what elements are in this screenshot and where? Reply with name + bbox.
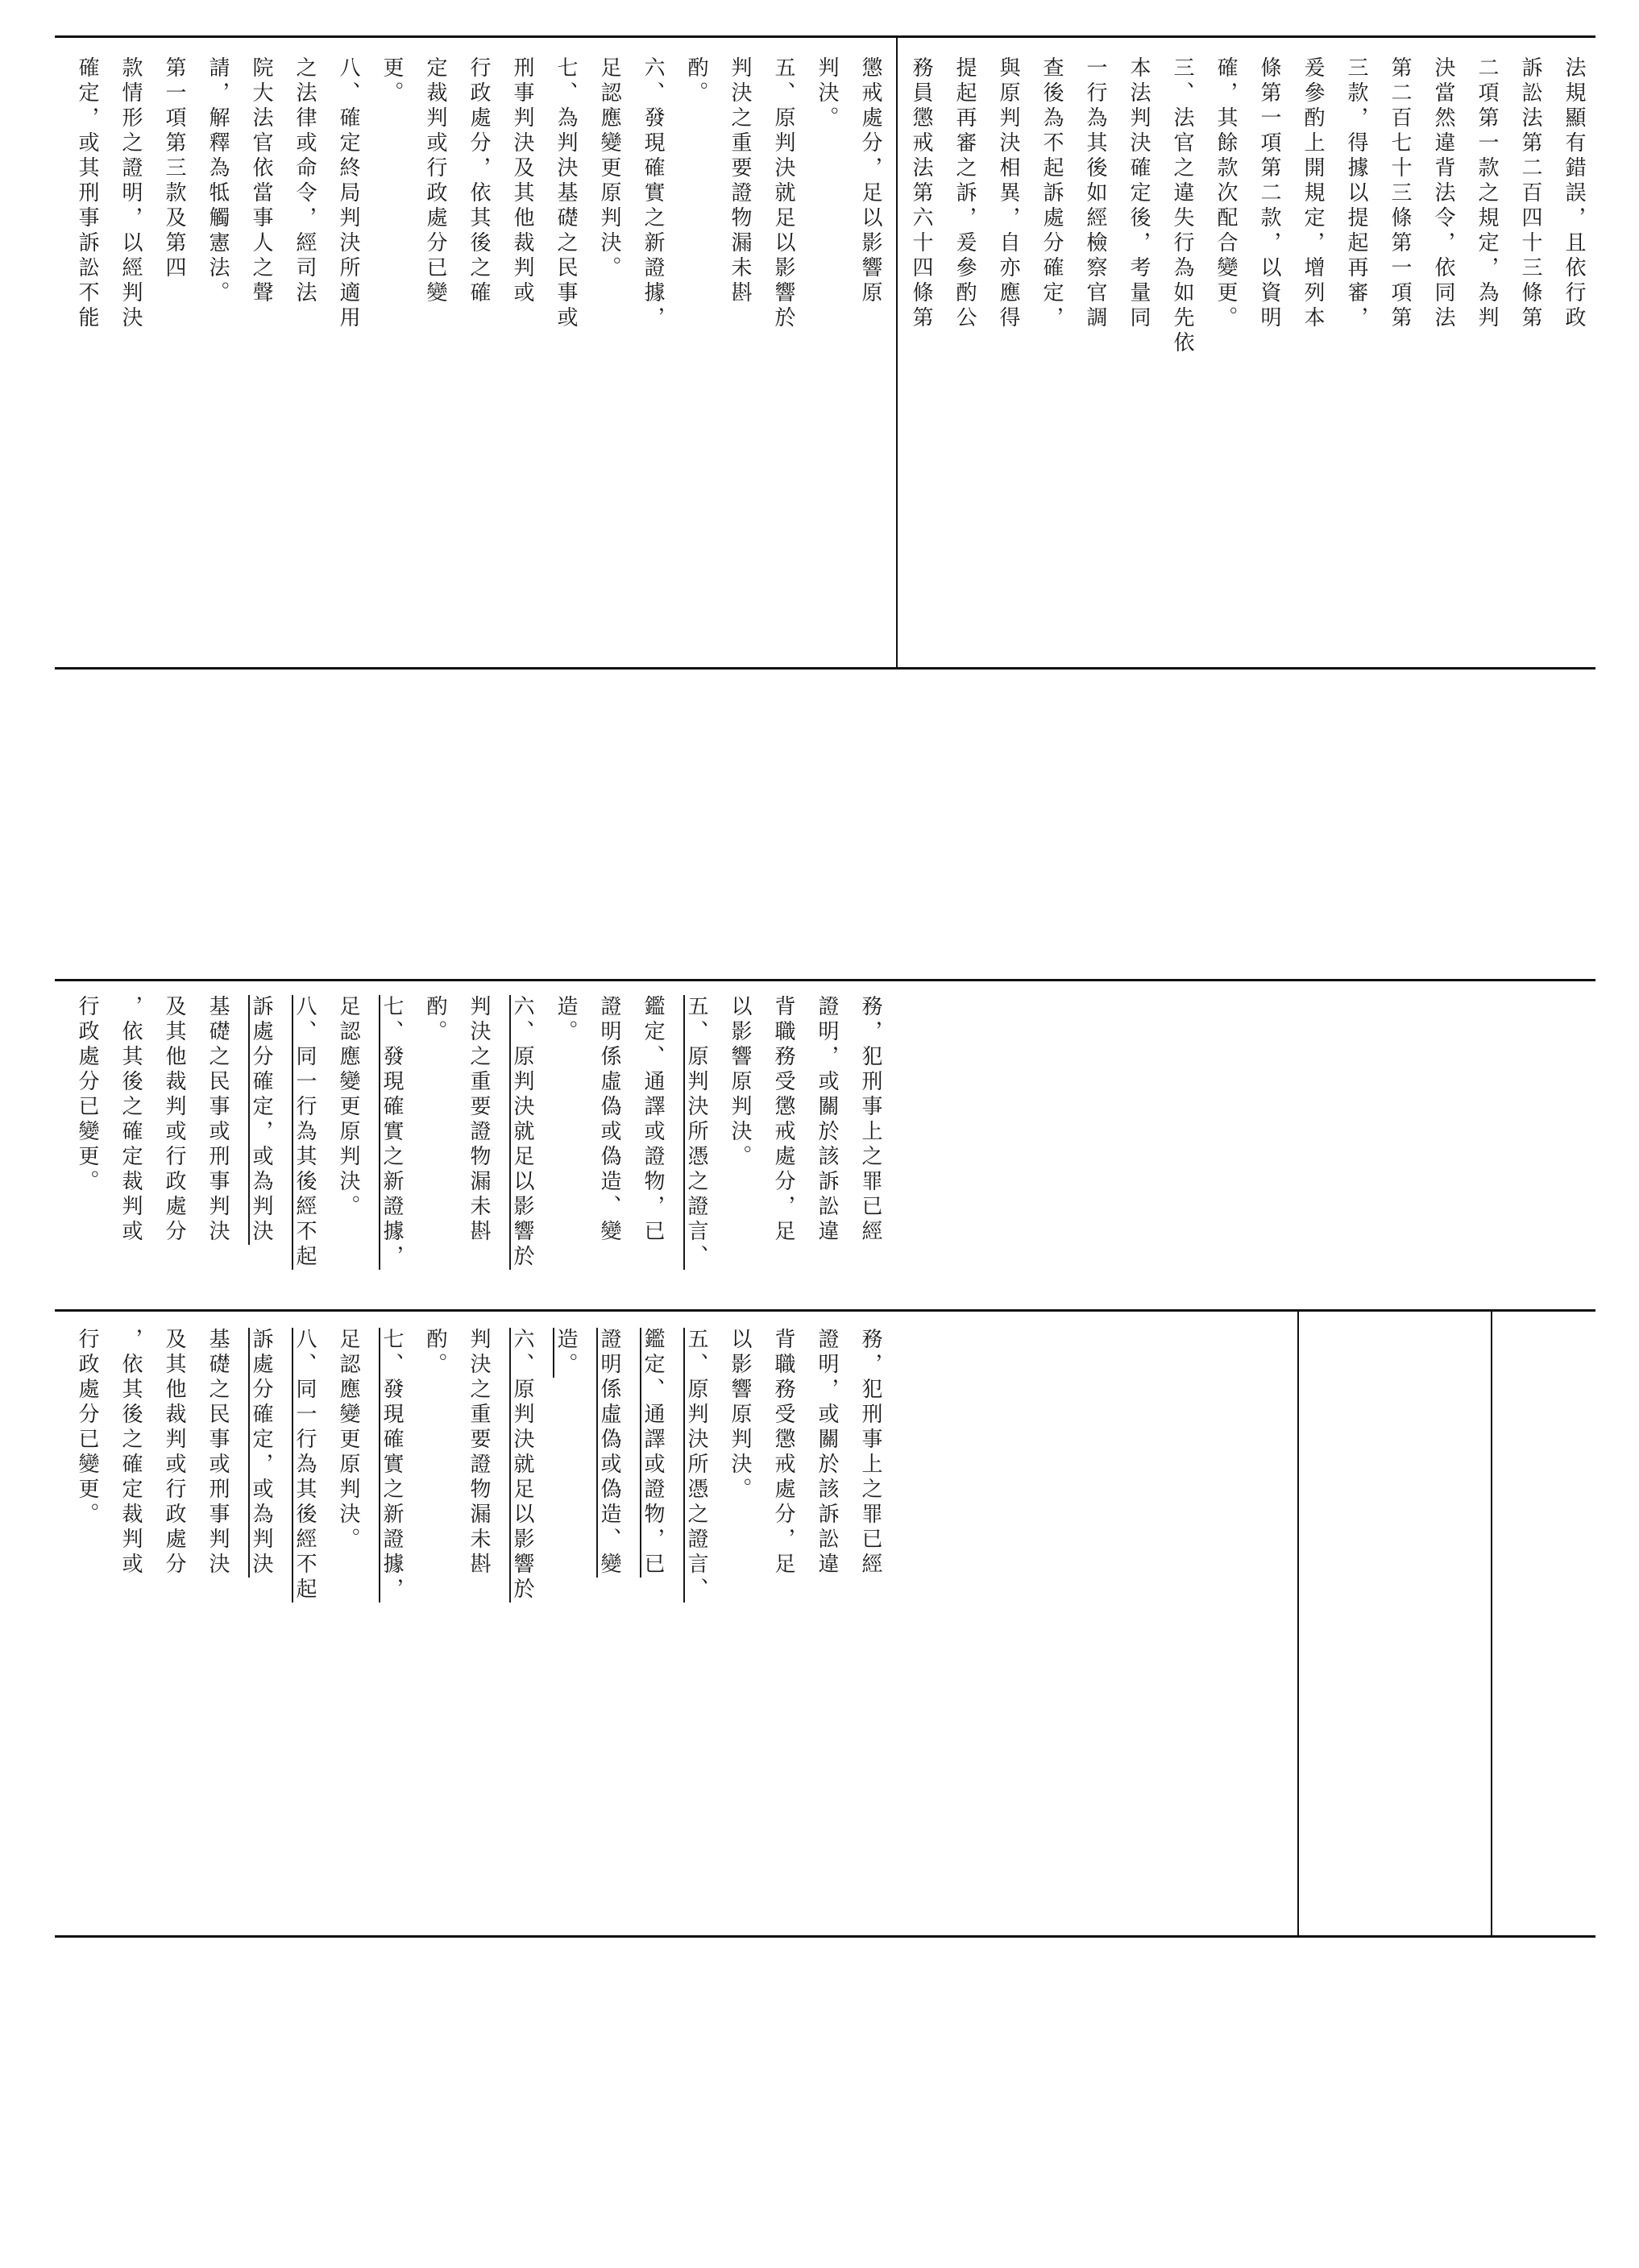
text-line: 訴處分確定，或為判決 <box>249 1328 273 1578</box>
text-line: 行政處分已變更。 <box>75 995 99 1195</box>
upper-section-rule <box>55 667 1595 670</box>
lower-column-divider-1 <box>1297 1311 1299 1935</box>
text-line: 確，其餘款次配合變更。 <box>1214 56 1238 331</box>
text-line: 七、發現確實之新證據， <box>380 995 404 1270</box>
text-line: 六、原判決就足以影響於 <box>510 995 534 1270</box>
text-line: 足認應變更原判決。 <box>336 1328 360 1553</box>
text-line: 爰參酌上開規定，增列本 <box>1301 56 1325 331</box>
text-line: 酌。 <box>684 56 708 106</box>
text-line: 五、原判決所憑之證言、 <box>684 1328 708 1603</box>
text-line: 七、為判決基礎之民事或 <box>554 56 578 331</box>
text-line: 三款，得據以提起再審， <box>1344 56 1368 331</box>
text-line: 證明係虛偽或偽造、變 <box>597 1328 621 1578</box>
text-line: 三、法官之違失行為如先依 <box>1170 56 1194 356</box>
middle-rule <box>55 979 1595 981</box>
text-line: 六、原判決就足以影響於 <box>510 1328 534 1603</box>
text-line: 定裁判或行政處分已變 <box>423 56 447 306</box>
explanation-text-column <box>901 56 1595 657</box>
text-line: 酌。 <box>423 995 447 1045</box>
text-line: 造。 <box>554 1328 578 1378</box>
text-line: 款情形之證明，以經判決 <box>118 56 143 331</box>
text-line: 第二百七十三條第一項第 <box>1388 56 1412 331</box>
text-line: 第一項第三款及第四 <box>162 56 186 281</box>
text-line: 造。 <box>554 995 578 1045</box>
text-line: 證明，或關於該訴訟違 <box>815 995 839 1245</box>
text-line: 背職務受懲戒處分，足 <box>771 995 795 1245</box>
text-line: 提起再審之訴，爰參酌公 <box>952 56 977 331</box>
text-line: 及其他裁判或行政處分 <box>162 1328 186 1578</box>
text-line: 基礎之民事或刑事判決 <box>205 995 230 1245</box>
text-line: 背職務受懲戒處分，足 <box>771 1328 795 1578</box>
text-line: 判決之重要證物漏未斟 <box>728 56 752 306</box>
lower-section-rule <box>55 1309 1595 1312</box>
text-line: 行政處分，依其後之確 <box>467 56 491 306</box>
text-line: 以影響原判決。 <box>728 995 752 1170</box>
text-line <box>58 56 65 657</box>
text-line: 五、原判決就足以影響於 <box>771 56 795 331</box>
text-line: 判決。 <box>815 56 839 131</box>
text-line: 鑑定、通譯或證物，已 <box>641 1328 665 1578</box>
text-line: 八、確定終局判決所適用 <box>336 56 360 331</box>
text-line: 以影響原判決。 <box>728 1328 752 1503</box>
text-line: 酌。 <box>423 1328 447 1378</box>
text-line: 院大法官依當事人之聲 <box>249 56 273 306</box>
text-line: 刑事判決及其他裁判或 <box>510 56 534 306</box>
current-text-column <box>58 1328 892 1924</box>
text-line: 基礎之民事或刑事判決 <box>205 1328 230 1578</box>
text-line: 與原判決相異，自亦應得 <box>996 56 1020 331</box>
text-line: 懲戒處分，足以影響原 <box>858 56 882 306</box>
text-line: 務，犯刑事上之罪已經 <box>858 1328 882 1578</box>
text-line: 訴處分確定，或為判決 <box>249 995 273 1245</box>
text-line: 五、原判決所憑之證言、 <box>684 995 708 1270</box>
amendment-text-column <box>58 56 892 657</box>
text-line: ，依其後之確定裁判或 <box>118 995 143 1245</box>
proposed-text-column <box>58 995 892 1297</box>
text-line <box>58 1328 65 1924</box>
text-line: 條第一項第二款，以資明 <box>1257 56 1281 331</box>
bottom-rule <box>55 1935 1595 1938</box>
text-line: 八、同一行為其後經不起 <box>293 1328 317 1603</box>
text-line: 七、發現確實之新證據， <box>380 1328 404 1603</box>
text-line: 足認應變更原判決。 <box>597 56 621 281</box>
text-line: 證明係虛偽或偽造、變 <box>597 995 621 1245</box>
text-line: 六、發現確實之新證據， <box>641 56 665 331</box>
top-rule <box>55 35 1595 38</box>
text-line: 證明，或關於該訴訟違 <box>815 1328 839 1578</box>
lower-column-divider-2 <box>1491 1311 1492 1935</box>
text-line: 查後為不起訴處分確定， <box>1039 56 1064 331</box>
text-line: 請，解釋為牴觸憲法。 <box>205 56 230 306</box>
text-line: 行政處分已變更。 <box>75 1328 99 1528</box>
text-line: 鑑定、通譯或證物，已 <box>641 995 665 1245</box>
text-line: 二項第一款之規定，為判 <box>1475 56 1499 331</box>
text-line: 法規顯有錯誤，且依行政 <box>1562 56 1586 331</box>
text-line <box>58 995 65 1297</box>
text-line: 更。 <box>380 56 404 106</box>
text-line: ，依其後之確定裁判或 <box>118 1328 143 1578</box>
text-line: 一行為其後如經檢察官調 <box>1083 56 1107 331</box>
text-line: 務員懲戒法第六十四條第 <box>909 56 933 331</box>
text-line: 及其他裁判或行政處分 <box>162 995 186 1245</box>
text-line: 判決之重要證物漏未斟 <box>467 1328 491 1578</box>
text-line: 八、同一行為其後經不起 <box>293 995 317 1270</box>
text-line: 決當然違背法令，依同法 <box>1431 56 1455 331</box>
text-line: 本法判決確定後，考量同 <box>1127 56 1151 331</box>
text-line: 務，犯刑事上之罪已經 <box>858 995 882 1245</box>
text-line: 訴訟法第二百四十三條第 <box>1518 56 1542 331</box>
text-line: 足認應變更原判決。 <box>336 995 360 1220</box>
upper-column-divider <box>896 37 898 667</box>
text-line: 之法律或命令，經司法 <box>293 56 317 306</box>
text-line: 確定，或其刑事訴訟不能 <box>75 56 99 331</box>
text-line: 判決之重要證物漏未斟 <box>467 995 491 1245</box>
